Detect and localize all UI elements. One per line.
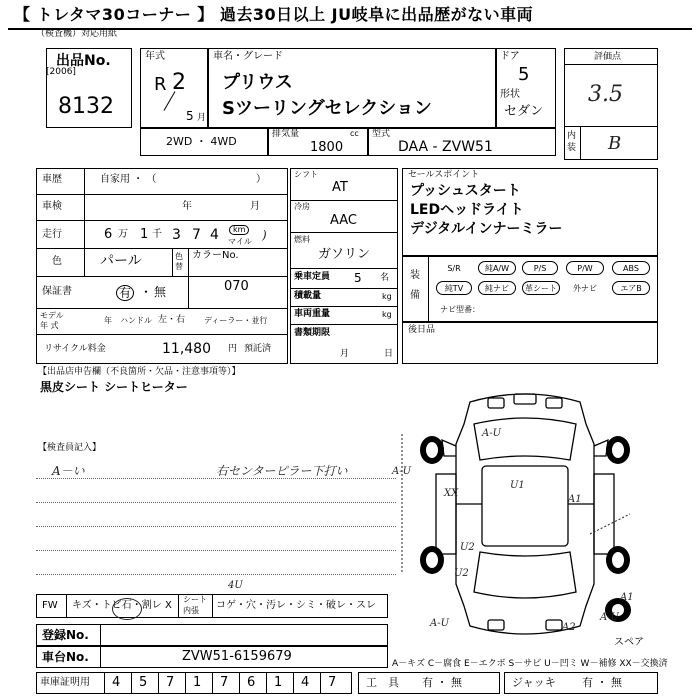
jack-value: 有 ・ 無: [582, 676, 622, 689]
color-change-line: [172, 248, 173, 276]
inspector-line-4: [36, 550, 396, 551]
mileage-d3: 4: [210, 227, 219, 243]
warranty-label: 保証書: [42, 286, 72, 297]
fuel-value: ガソリン: [318, 247, 371, 262]
capacity-unit: 名: [380, 273, 390, 283]
mark-left-side: A-U: [392, 466, 412, 477]
equip-tv: 純TV: [436, 281, 472, 295]
cert-digit-divider: [266, 672, 267, 694]
mileage-label: 走行: [42, 229, 62, 240]
equipment-label: 装備: [410, 270, 420, 301]
seat-items: コゲ・穴・汚レ・シミ・破レ・スレ: [216, 600, 376, 611]
tools-value: 有 ・ 無: [422, 676, 462, 689]
warranty-code-line: [188, 276, 189, 308]
chassis-value: ZVW51-6159679: [182, 649, 292, 664]
seat-label-2: 内張: [183, 606, 199, 615]
cert-digit: 7: [328, 675, 337, 690]
body-label: 形状: [500, 89, 520, 100]
color-code-line: [188, 248, 189, 276]
recycle-value: 11,480: [162, 341, 211, 357]
name-label: 車名・グレード: [213, 51, 283, 62]
mark-right-door: A1: [568, 494, 582, 505]
lot-label: 出品No.: [56, 53, 111, 69]
cert-digit: 4: [301, 675, 310, 690]
after-market-label: 後日品: [408, 325, 436, 335]
interior-line: [564, 126, 658, 127]
score-value: 3.5: [588, 82, 623, 107]
equip-alloy-wheel: 純A/W: [478, 261, 516, 275]
doors-label: ドア: [500, 51, 520, 62]
row-line-1: [36, 194, 288, 195]
cert-digit: 7: [220, 675, 229, 690]
mileage-unit-mile: マイル: [228, 237, 252, 246]
warranty-yes: 有: [116, 285, 134, 301]
spec-line-4: [290, 288, 398, 289]
mileage-d2: 7: [192, 227, 201, 243]
defect-hand-circle: [112, 598, 142, 620]
cert-digit-divider: [239, 672, 240, 694]
inspection-label: 車検: [42, 201, 62, 212]
lot-year-tag: [2006]: [46, 67, 76, 77]
chassis-label: 車台No.: [42, 650, 89, 664]
weight-unit: kg: [382, 310, 392, 319]
cert-digit: 4: [112, 675, 121, 690]
mileage-man-unit: 万: [118, 229, 128, 240]
year-month-unit: 月: [197, 113, 207, 123]
color-code: 070: [224, 279, 249, 294]
mark-hood: A-U: [482, 428, 502, 439]
selling-point-2: LEDヘッドライト: [410, 202, 524, 218]
body-value: セダン: [504, 104, 544, 119]
cert-digit: 6: [247, 675, 256, 690]
mileage-d1: 3: [172, 227, 181, 243]
selling-point-1: プッシュスタート: [410, 183, 521, 199]
fuel-label: 燃料: [294, 235, 310, 244]
row-line-3: [36, 248, 288, 249]
equip-abs: ABS: [612, 261, 650, 275]
color-value: パール: [100, 253, 142, 269]
inspector-line-3: [36, 526, 396, 527]
cert-digit: 1: [274, 675, 283, 690]
mark-rear-left-corner: A-U: [430, 618, 450, 629]
after-market-box: [402, 322, 658, 364]
cert-digit-divider: [131, 672, 132, 694]
mileage-unit-km: km: [229, 225, 249, 235]
doors-value: 5: [518, 64, 530, 85]
navi-model-label: ナビ型番：: [440, 305, 480, 314]
equip-power-window: P/W: [566, 261, 604, 275]
type-label: 型式: [372, 129, 391, 139]
mark-rear-right: A1: [620, 592, 634, 603]
cert-digit-divider: [320, 672, 321, 694]
history-value: 自家用 ・ （: [100, 174, 157, 185]
score-label: 評価点: [594, 52, 622, 62]
color-code-label: カラーNo.: [192, 250, 239, 261]
displacement-label: 排気量: [272, 129, 300, 139]
interior-value: B: [608, 133, 622, 154]
cooling-value: AAC: [330, 213, 357, 228]
capacity-value: 5: [354, 271, 362, 285]
notes-label: 【出品店申告欄（不良箇所・欠品・注意事項等）】: [38, 367, 241, 377]
mark-roof: U1: [510, 480, 525, 491]
shift-label: シフト: [294, 170, 318, 179]
row-line-5: [36, 308, 288, 309]
equip-airbag: エアB: [612, 281, 650, 295]
mileage-sen-unit: 千: [152, 229, 162, 240]
type-value: DAA - ZVW51: [398, 139, 493, 155]
equip-sunroof: S/R: [447, 264, 461, 273]
recycle-status: 預託済: [244, 344, 272, 354]
inspector-label: 【検査員記入】: [38, 443, 102, 453]
defect-hand-mark: 4U: [228, 580, 243, 591]
inspection-year-unit: 年: [182, 201, 192, 212]
lot-number: 8132: [58, 94, 114, 119]
recycle-unit: 円: [228, 344, 238, 354]
history-label: 車歴: [42, 174, 62, 185]
handle-label: ハンドル: [120, 316, 152, 325]
handle-value: 左・右: [158, 315, 186, 325]
drive-label: 2WD ・ 4WD: [166, 135, 237, 148]
year-era: R: [154, 74, 167, 95]
year-month: 5: [186, 109, 194, 123]
displacement-unit: cc: [350, 129, 359, 138]
score-header-line: [564, 64, 658, 65]
inspection-month-unit: 月: [250, 201, 260, 212]
banner-title: 【 トレタマ30コーナー 】 過去30日以上 JU岐阜に出品歴がない車両: [14, 5, 534, 24]
tools-label: 工 具: [366, 676, 399, 689]
car-model: プリウス: [222, 72, 293, 93]
fw-label: FW: [42, 600, 58, 611]
registration-expiry-day: 日: [384, 349, 394, 359]
defect-seat-line-2: [212, 594, 213, 618]
cert-digit-divider: [185, 672, 186, 694]
inspector-line-5: [36, 574, 396, 575]
dealer-label: ディーラー・並行: [204, 316, 268, 325]
inspector-line-2: [36, 502, 396, 503]
cert-label: 車庫証明用: [40, 677, 90, 688]
mark-spare-area: A-U: [600, 612, 620, 623]
registration-expiry-label: 書類期限: [294, 328, 331, 338]
row-line-2: [36, 220, 288, 221]
cert-digit: 5: [139, 675, 148, 690]
displacement-value: 1800: [310, 140, 344, 155]
spec-line-5: [290, 306, 398, 307]
year-value: 2: [172, 70, 186, 95]
spec-line-6: [290, 324, 398, 325]
mileage-hand-mark: ): [262, 228, 267, 242]
cert-digit-divider: [158, 672, 159, 694]
equipment-label-line: [428, 256, 429, 322]
warranty-no: 無: [154, 285, 167, 299]
notes-text: 黒皮シート シートヒーター: [40, 380, 188, 394]
weight-label: 車両重量: [294, 309, 331, 319]
inspector-note-right: 右センターピラー下打い: [216, 464, 348, 478]
cooling-label: 冷房: [294, 202, 310, 211]
capacity-label: 乗車定員: [294, 272, 331, 282]
model-year-label-2: 年 式: [40, 321, 59, 330]
cert-digit-divider: [293, 672, 294, 694]
car-grade: Sツーリングセレクション: [222, 98, 432, 119]
shift-value: AT: [332, 180, 348, 195]
color-label: 色: [52, 256, 62, 267]
seat-label: シート: [183, 595, 207, 604]
mark-rear-window: U2: [454, 568, 469, 579]
equip-external-navi: 外ナビ: [573, 284, 597, 293]
equip-navi: 純ナビ: [478, 281, 516, 295]
registration-label: 登録No.: [42, 628, 89, 642]
fw-x-mark: X: [165, 600, 172, 611]
row-line-6: [36, 334, 288, 335]
model-year-label: モデル: [40, 311, 64, 320]
mileage-sen: 1: [140, 227, 149, 242]
selling-point-3: デジタルインナーミラー: [410, 221, 563, 237]
color-change-label: 色替: [175, 252, 183, 271]
defect-fw-line: [66, 594, 67, 618]
spec-line-3: [290, 268, 398, 269]
year-label: 年式: [145, 51, 165, 62]
mark-rear-bumper: A2: [562, 622, 576, 633]
cert-digit: 1: [193, 675, 202, 690]
spec-line-1: [290, 200, 398, 201]
model-year-unit: 年: [104, 316, 112, 325]
warranty-sep: ・: [140, 285, 153, 299]
equip-power-steering: P/S: [522, 261, 558, 275]
registration-expiry-month: 月: [340, 349, 350, 359]
defect-seat-line: [178, 594, 179, 618]
interior-label: 内装: [567, 131, 577, 153]
spare-label: スペア: [614, 637, 644, 648]
cert-digit-divider: [212, 672, 213, 694]
cert-digit-divider: [104, 672, 105, 694]
inspector-note-left: A－い: [52, 464, 85, 478]
load-label: 積載量: [294, 291, 322, 301]
load-unit: kg: [382, 292, 392, 301]
interior-divider: [580, 126, 581, 160]
car-damage-diagram: [390, 384, 660, 644]
row-line-4: [36, 276, 288, 277]
spec-line-2: [290, 232, 398, 233]
fw-items: キズ・トビ石・割レ: [72, 600, 162, 611]
mark-left-door: XX: [444, 488, 459, 499]
history-close: ）: [256, 174, 266, 185]
damage-legend: A－キズ C－腐食 E－エクボ S－サビ U－凹ミ W－補修 XX－交換済: [392, 659, 668, 669]
mileage-man: 6: [104, 227, 113, 242]
jack-label: ジャッキ: [512, 676, 556, 689]
label-col-line: [84, 168, 85, 276]
cert-digit: 7: [166, 675, 175, 690]
recycle-label: リサイクル料金: [44, 344, 106, 354]
mark-rear-left: U2: [460, 542, 475, 553]
subnote: （検査機）対応用紙: [36, 29, 118, 39]
equip-leather-seat: 革シート: [522, 281, 560, 295]
selling-points-label: セールスポイント: [408, 170, 480, 180]
